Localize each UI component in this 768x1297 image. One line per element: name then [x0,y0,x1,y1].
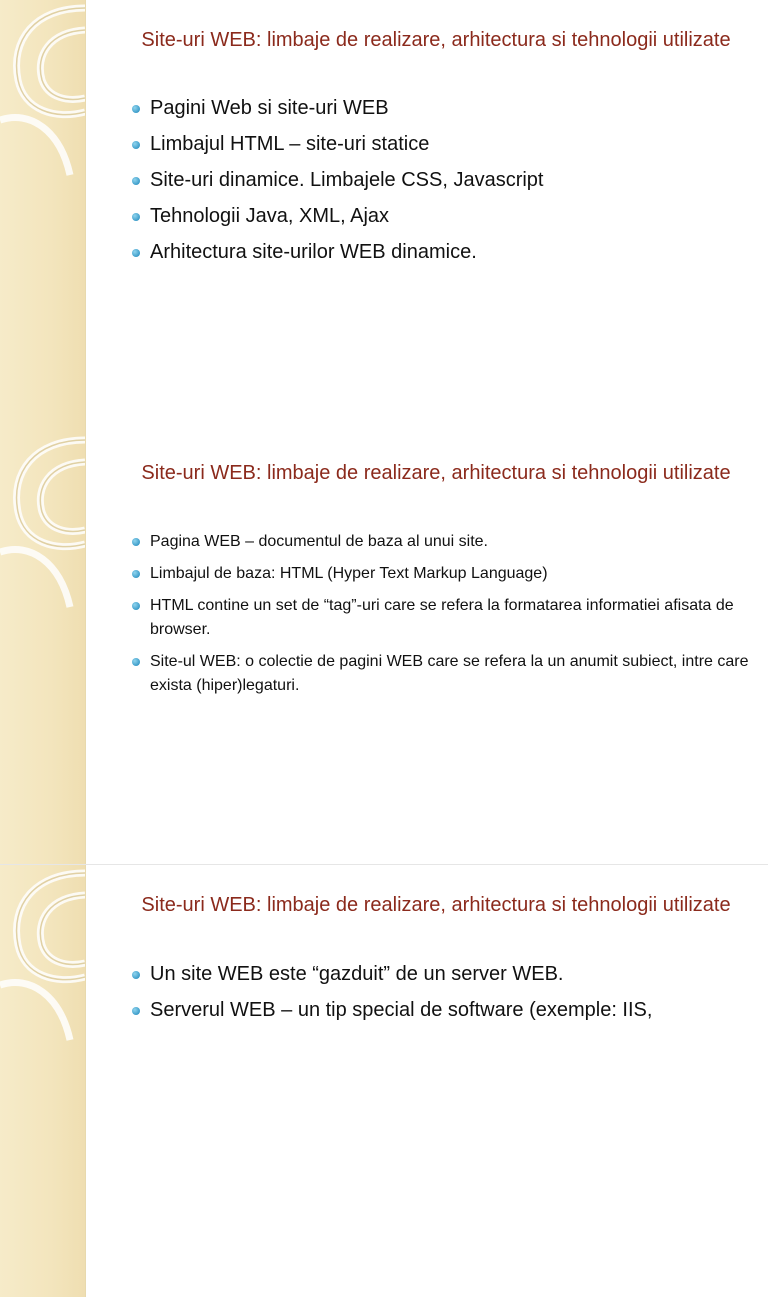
list-item: Limbajul HTML – site-uri statice [130,132,756,156]
list-item: Site-ul WEB: o colectie de pagini WEB care se refera la un anumit subiect, intre care exista (hiper)legaturi. [130,650,756,698]
decorative-side-panel [0,432,86,864]
list-item: Tehnologii Java, XML, Ajax [130,204,756,228]
list-item: Arhitectura site-urilor WEB dinamice. [130,240,756,264]
list-item: Limbajul de baza: HTML (Hyper Text Markup Language) [130,562,756,586]
list-item: HTML contine un set de “tag”-uri care se refera la formatarea informatiei afisata de browser. [130,594,756,642]
swirl-ornament-icon [0,432,85,612]
swirl-ornament-icon [0,865,85,1045]
slide-title: Site-uri WEB: limbaje de realizare, arhitectura si tehnologii utilizate [141,29,731,51]
list-item: Pagini Web si site-uri WEB [130,96,756,120]
decorative-side-panel [0,865,86,1297]
slide-1 [0,0,768,432]
slide-title: Site-uri WEB: limbaje de realizare, arhitectura si tehnologii utilizate [141,894,731,916]
swirl-ornament-icon [0,0,85,180]
list-item: Serverul WEB – un tip special de software (exemple: IIS, [130,998,756,1022]
slide-title: Site-uri WEB: limbaje de realizare, arhitectura si tehnologii utilizate [141,462,731,484]
bullet-list [130,530,756,706]
slide-2 [0,432,768,864]
bullet-list [130,96,756,276]
decorative-side-panel [0,0,86,432]
list-item: Pagina WEB – documentul de baza al unui site. [130,530,756,554]
slide-3 [0,865,768,1297]
list-item: Un site WEB este “gazduit” de un server WEB. [130,962,756,986]
list-item: Site-uri dinamice. Limbajele CSS, Javascript [130,168,756,192]
bullet-list [130,962,756,1034]
